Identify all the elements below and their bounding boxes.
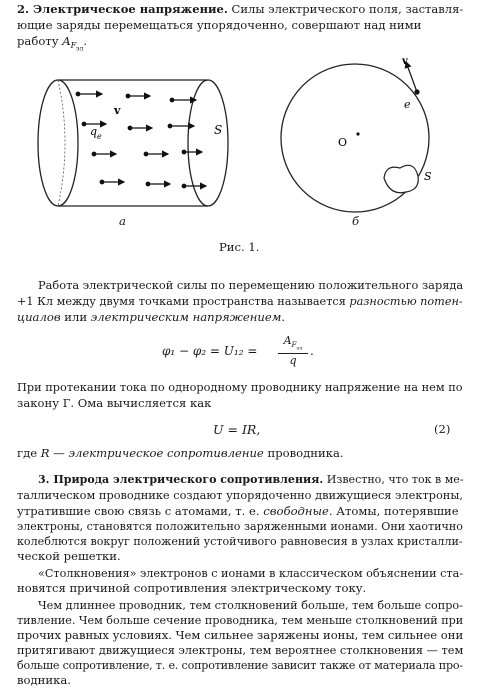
section3-line3 <box>17 504 459 520</box>
formula1-fraction <box>278 334 308 367</box>
longer-line4: притягивают движущиеся электроны, тем вероятнее столкновения — тем <box>17 643 464 657</box>
formula-ohm: U = IR, <box>213 422 261 437</box>
section3-line2: таллическом проводнике создают упорядоченно движущиеся электроны, <box>17 488 463 502</box>
cross-section-label-right: S <box>424 170 432 183</box>
section2-text-b: ющие заряды перемещаться упорядоченно, совершают над ними <box>17 18 422 32</box>
velocity-label-left: v <box>114 104 121 117</box>
figure-caption: Рис. 1. <box>219 240 260 254</box>
formula1-numerator: A <box>283 334 292 347</box>
section2-line1 <box>17 2 464 18</box>
formula1-denominator: q <box>289 353 297 367</box>
section3-text-3b: свободные. <box>263 504 333 518</box>
section2-text-a: Силы электрического поля, заставля- <box>231 2 464 16</box>
section3-text-1: Известно, что ток в ме- <box>326 472 464 486</box>
where-b: R <box>40 446 50 460</box>
longer-line6: водника. <box>17 673 71 687</box>
where-c: — электрическое сопротивление <box>53 446 264 460</box>
section2-line2 <box>17 18 421 34</box>
longer-line1: Чем длиннее проводник, тем столкновений больше, тем больше сопро- <box>38 598 463 612</box>
work-subsub: эл <box>76 45 84 53</box>
potential-text-2a: +1 Кл между двумя точками пространства называется <box>17 294 346 308</box>
formula1-num-sub: F <box>291 341 297 350</box>
cross-section-blob <box>384 165 418 192</box>
potential-text-1: Работа электрической силы по перемещению положительного заряда <box>38 278 464 292</box>
section2-heading: 2. Электрическое напряжение. <box>17 2 228 16</box>
velocity-label-right: v <box>402 56 408 67</box>
electron-label: e <box>404 98 411 111</box>
potential-text-3c: электрическим напряжением <box>90 310 282 324</box>
section3-line1 <box>38 472 464 488</box>
where-line <box>17 446 344 462</box>
figure-b-circle <box>272 56 442 216</box>
work-symbol: A <box>62 34 71 48</box>
section2-line3 <box>17 34 87 58</box>
longer-line5: больше сопротивление, т. е. сопротивление зависит также от материала про- <box>17 658 463 672</box>
section3-line4: электроны, становятся положительно заряженными ионами. Они хаотично <box>17 519 463 533</box>
caption-a: а <box>119 214 126 228</box>
ohm-line1: При протекании тока по однородному проводнику напряжение на нем по <box>17 380 463 394</box>
section3-text-3a: утратившие свою связь с атомами, т. е. <box>17 504 260 518</box>
formula1-num-subsub: эл <box>296 345 303 352</box>
where-a: где <box>17 446 38 460</box>
work-sub: F <box>70 41 77 51</box>
section2-period: . <box>83 34 88 48</box>
potential-text-3d: . <box>281 310 286 324</box>
collisions-line1: «Столкновения» электронов с ионами в классическом объяснении ста- <box>38 566 464 580</box>
section3-heading: 3. Природа электрического сопротивления. <box>38 472 324 486</box>
cross-section-label-left: S <box>214 123 223 137</box>
formula1-lhs: φ₁ − φ₂ = U₁₂ = <box>162 344 258 358</box>
caption-b: б <box>352 214 360 228</box>
ohm-line2: закону Г. Ома вычисляется как <box>17 396 212 410</box>
collisions-line2: новятся причиной сопротивления электрическому току. <box>17 581 367 595</box>
longer-line2: тивление. Чем больше сечение проводника, тем меньше столкновений при <box>17 613 464 627</box>
section3-line6: ческой решетки. <box>17 549 121 563</box>
charge-label-sub: e <box>97 132 102 141</box>
electron-arrows <box>76 92 206 188</box>
potential-line1 <box>38 278 463 294</box>
potential-line3 <box>17 310 285 326</box>
figure-a-cylinder <box>20 62 250 232</box>
longer-line3: прочих равных условиях. Чем сильнее заряжены ионы, тем сильнее они <box>17 628 464 642</box>
formula-number: (2) <box>434 422 451 436</box>
charge-label: q <box>90 125 98 138</box>
potential-line2 <box>17 294 463 310</box>
center-label: O <box>338 136 348 149</box>
potential-text-3a: циалов <box>17 310 61 324</box>
where-d: проводника. <box>267 446 344 460</box>
potential-text-3b: или <box>64 310 88 324</box>
potential-text-2b: разностью потен- <box>349 294 463 308</box>
formula1-end: . <box>310 344 314 358</box>
section3-line5: колеблются вокруг положений устойчивого равновесия в узлах кристалли- <box>17 534 463 548</box>
section3-text-3c: Атомы, потерявшие <box>336 504 459 518</box>
section2-text-c: работу <box>17 34 59 48</box>
